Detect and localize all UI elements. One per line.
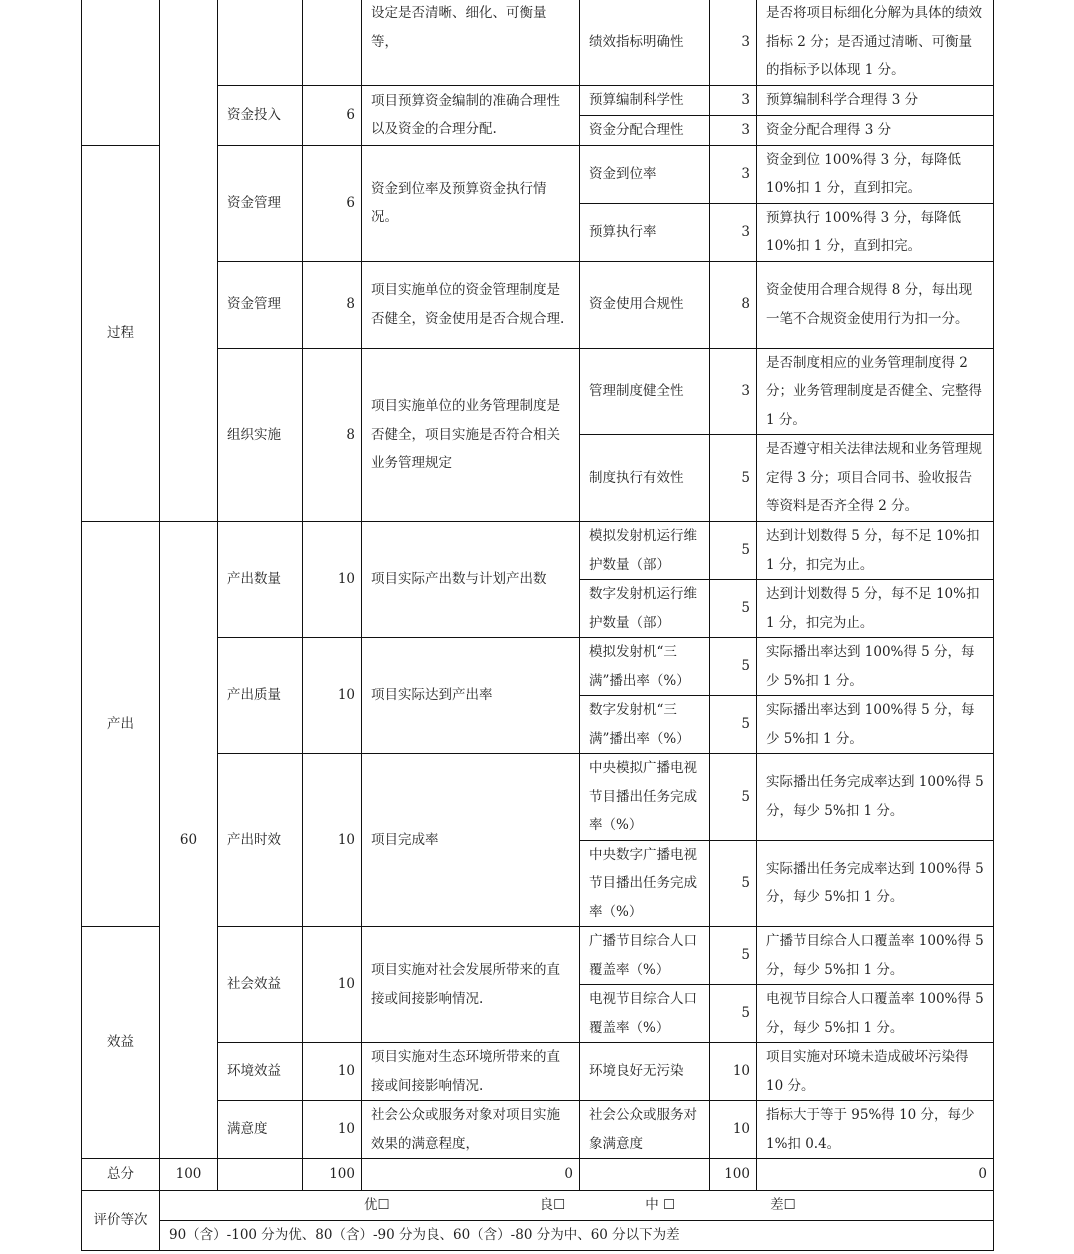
grade-option-poor[interactable]: 差☐ [770, 1197, 796, 1214]
table-row [82, 0, 994, 85]
criteria-cell: 预算编制科学合理得 3 分 [757, 85, 994, 115]
total-score: 100 [710, 1159, 757, 1191]
indicator-cell: 中央数字广播电视节目播出任务完成率（%） [580, 840, 710, 927]
indicator-cell: 预算执行率 [580, 203, 710, 261]
sub-cell: 产出时效 [218, 754, 303, 927]
score-cell: 5 [710, 840, 757, 927]
score-cell: 3 [710, 115, 757, 145]
total-sub-weight: 100 [303, 1159, 362, 1191]
score-cell: 3 [710, 85, 757, 115]
sub-cell: 满意度 [218, 1101, 303, 1159]
weight-cell: 10 [303, 1043, 362, 1101]
sub-cell: 资金管理 [218, 261, 303, 348]
criteria-cell: 资金使用合理合规得 8 分，每出现一笔不合规资金使用行为扣一分。 [757, 261, 994, 348]
weight-cell-upper [160, 0, 218, 522]
total-criteria-value: 0 [757, 1159, 994, 1191]
criteria-cell: 达到计划数得 5 分，每不足 10%扣 1 分，扣完为止。 [757, 522, 994, 580]
indicator-cell: 预算编制科学性 [580, 85, 710, 115]
grade-rule-row [82, 1221, 994, 1251]
score-cell: 5 [710, 696, 757, 754]
score-cell: 5 [710, 638, 757, 696]
criteria-cell: 项目实施对环境未造成破坏污染得 10 分。 [757, 1043, 994, 1101]
desc-cell: 项目完成率 [362, 754, 580, 927]
indicator-cell: 资金到位率 [580, 145, 710, 203]
section-output: 产出 [82, 522, 160, 927]
score-cell: 3 [710, 0, 757, 85]
indicator-cell: 数字发射机运行维护数量（部） [580, 580, 710, 638]
weight-cell: 10 [303, 927, 362, 1043]
score-cell: 3 [710, 203, 757, 261]
indicator-cell: 资金分配合理性 [580, 115, 710, 145]
score-cell: 5 [710, 927, 757, 985]
grade-option-good[interactable]: 良☐ [539, 1197, 566, 1214]
weight-cell: 10 [303, 1101, 362, 1159]
sub-cell: 组织实施 [218, 348, 303, 522]
sub-cell: 社会效益 [218, 927, 303, 1043]
indicator-cell: 数字发射机“三满”播出率（%） [580, 696, 710, 754]
total-weight: 100 [160, 1159, 218, 1191]
sub-cell: 环境效益 [218, 1043, 303, 1101]
weight-cell: 8 [303, 348, 362, 522]
weight-cell: 8 [303, 261, 362, 348]
criteria-cell: 达到计划数得 5 分，每不足 10%扣 1 分，扣完为止。 [757, 580, 994, 638]
table-row [82, 1043, 994, 1101]
sub-cell: 产出质量 [218, 638, 303, 754]
score-cell: 3 [710, 348, 757, 435]
indicator-cell: 资金使用合规性 [580, 261, 710, 348]
performance-evaluation-table [81, 0, 994, 1251]
section-process: 过程 [82, 145, 160, 522]
criteria-cell: 实际播出任务完成率达到 100%得 5 分，每少 5%扣 1 分。 [757, 840, 994, 927]
score-cell: 8 [710, 261, 757, 348]
score-cell: 10 [710, 1101, 757, 1159]
total-label: 总分 [82, 1159, 160, 1191]
score-cell: 5 [710, 985, 757, 1043]
criteria-cell: 是否遵守相关法律法规和业务管理规定得 3 分；项目合同书、验收报告等资料是否齐全得 2 分。 [757, 435, 994, 522]
criteria-cell: 预算执行 100%得 3 分，每降低 10%扣 1 分，直到扣完。 [757, 203, 994, 261]
indicator-cell: 管理制度健全性 [580, 348, 710, 435]
criteria-cell: 广播节目综合人口覆盖率 100%得 5 分，每少 5%扣 1 分。 [757, 927, 994, 985]
weight-cell: 10 [303, 638, 362, 754]
criteria-cell: 电视节目综合人口覆盖率 100%得 5 分，每少 5%扣 1 分。 [757, 985, 994, 1043]
total-row [82, 1159, 994, 1191]
table-row [82, 927, 994, 985]
total-empty [218, 1159, 303, 1191]
desc-cell: 项目预算资金编制的准确合理性以及资金的合理分配. [362, 85, 580, 145]
desc-cell: 项目实施对生态环境所带来的直接或间接影响情况. [362, 1043, 580, 1101]
grade-label: 评价等次 [82, 1191, 160, 1251]
indicator-cell: 模拟发射机“三满”播出率（%） [580, 638, 710, 696]
total-desc-value: 0 [362, 1159, 580, 1191]
criteria-cell: 是否制度相应的业务管理制度得 2 分；业务管理制度是否健全、完整得 1 分。 [757, 348, 994, 435]
sub-cell: 产出数量 [218, 522, 303, 638]
sub-cell: 资金管理 [218, 145, 303, 261]
desc-cell: 项目实施单位的业务管理制度是否健全，项目实施是否符合相关业务管理规定 [362, 348, 580, 522]
desc-cell: 社会公众或服务对象对项目实施效果的满意程度， [362, 1101, 580, 1159]
total-empty [580, 1159, 710, 1191]
grade-row [82, 1191, 994, 1221]
score-cell: 10 [710, 1043, 757, 1101]
indicator-cell: 模拟发射机运行维护数量（部） [580, 522, 710, 580]
indicator-cell: 中央模拟广播电视节目播出任务完成率（%） [580, 754, 710, 841]
sub-cell: 资金投入 [218, 85, 303, 145]
table-row [82, 85, 994, 115]
criteria-cell: 资金到位 100%得 3 分，每降低 10%扣 1 分，直到扣完。 [757, 145, 994, 203]
grade-option-medium[interactable]: 中 ☐ [645, 1197, 676, 1214]
indicator-cell: 环境良好无污染 [580, 1043, 710, 1101]
desc-cell: 设定是否清晰、细化、可衡量等， [362, 0, 580, 85]
weight-cell: 6 [303, 85, 362, 145]
score-cell: 5 [710, 754, 757, 841]
score-cell: 5 [710, 435, 757, 522]
weight-cell: 10 [303, 522, 362, 638]
section-decision [82, 0, 160, 145]
criteria-cell: 实际播出任务完成率达到 100%得 5 分，每少 5%扣 1 分。 [757, 754, 994, 841]
table-row [82, 1101, 994, 1159]
table-row [82, 348, 994, 435]
weight-cell: 6 [303, 145, 362, 261]
indicator-cell: 制度执行有效性 [580, 435, 710, 522]
criteria-cell: 资金分配合理得 3 分 [757, 115, 994, 145]
indicator-cell: 社会公众或服务对象满意度 [580, 1101, 710, 1159]
desc-cell: 项目实际达到产出率 [362, 638, 580, 754]
grade-rule: 90（含）-100 分为优、80（含）-90 分为良、60（含）-80 分为中、60 分以下为差 [160, 1221, 994, 1251]
grade-option-excellent[interactable]: 优☐ [364, 1197, 390, 1214]
desc-cell: 项目实施单位的资金管理制度是否健全，资金使用是否合规合理. [362, 261, 580, 348]
score-cell: 3 [710, 145, 757, 203]
weight-cell: 10 [303, 754, 362, 927]
table-row [82, 638, 994, 696]
criteria-cell: 实际播出率达到 100%得 5 分，每少 5%扣 1 分。 [757, 638, 994, 696]
score-cell: 5 [710, 522, 757, 580]
sub-cell [218, 0, 303, 85]
desc-cell: 资金到位率及预算资金执行情况。 [362, 145, 580, 261]
section-benefit: 效益 [82, 927, 160, 1159]
table-row [82, 522, 994, 580]
criteria-cell: 指标大于等于 95%得 10 分，每少 1%扣 0.4。 [757, 1101, 994, 1159]
criteria-cell: 是否将项目标细化分解为具体的绩效指标 2 分；是否通过清晰、可衡量的指标予以体现 1 分。 [757, 0, 994, 85]
indicator-cell: 电视节目综合人口覆盖率（%） [580, 985, 710, 1043]
desc-cell: 项目实施对社会发展所带来的直接或间接影响情况. [362, 927, 580, 1043]
table-row [82, 145, 994, 203]
indicator-cell: 绩效指标明确性 [580, 0, 710, 85]
desc-cell: 项目实际产出数与计划产出数 [362, 522, 580, 638]
grade-options [160, 1191, 994, 1221]
table-row [82, 754, 994, 841]
indicator-cell: 广播节目综合人口覆盖率（%） [580, 927, 710, 985]
weight-cell [303, 0, 362, 85]
table-row [82, 261, 994, 348]
weight-cell-output-benefit: 60 [160, 522, 218, 1159]
criteria-cell: 实际播出率达到 100%得 5 分，每少 5%扣 1 分。 [757, 696, 994, 754]
score-cell: 5 [710, 580, 757, 638]
